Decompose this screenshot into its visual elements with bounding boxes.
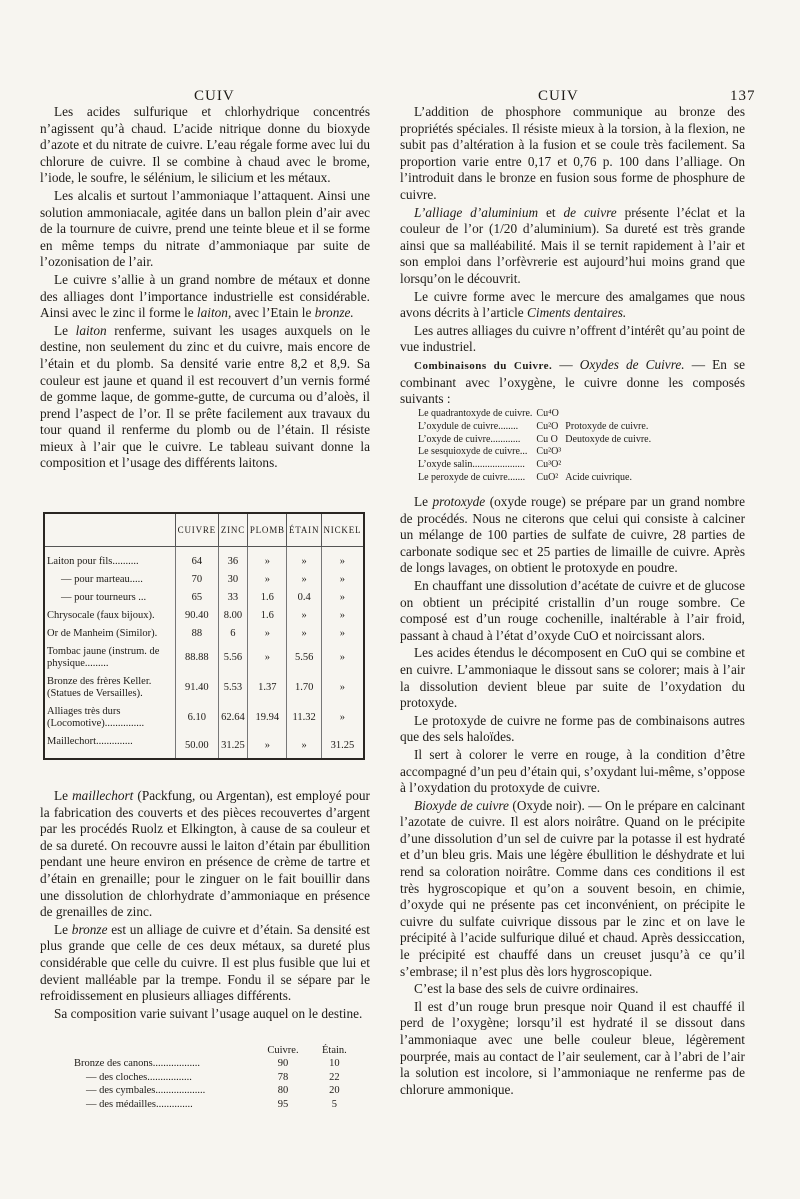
paragraph: Le cuivre forme avec le mercure des amalgames que nous avons décrits à l’article Ciments dentaires. bbox=[400, 288, 745, 321]
running-head-left: CUIV bbox=[194, 88, 235, 104]
table-row: Maillechort.............. 50.00 31.25 » » 31.25 bbox=[44, 733, 364, 759]
table-row: Chrysocale (faux bijoux). 90.40 8.00 1.6 » » bbox=[44, 607, 364, 625]
column-header: NICKEL bbox=[321, 513, 364, 547]
list-item: L’oxydule de cuivre........ Cu²O Protoxyde de cuivre. bbox=[418, 420, 649, 432]
table-row: — pour tourneurs ... 65 33 1.6 0.4 » bbox=[44, 589, 364, 607]
table-row: Alliages très durs (Locomotive)............... 6.10 62.64 19.94 11.32 » bbox=[44, 703, 364, 733]
paragraph: Le laiton renferme, suivant les usages auxquels on le destine, non seulement du zinc et du cuivre, mais encore de l’étain et du plomb. Sa densité varie entre 8,2 et 8,9. Sa couleur est jaune et quand il est recouvert d’un vernis formé de gomme laque, de gomme-gutte, de curcuma ou d’aloès, il prend l’aspect de l’or. Il se prête facilement aux travaux du tour quand il renferme du plomb ou de l’étain. Il résiste mieux à l’air que le cuivre. Le tableau suivant donne la composition et l’usage des différents laitons. bbox=[40, 322, 370, 471]
table-row: Bronze des frères Keller. (Statues de Versailles). 91.40 5.53 1.37 1.70 » bbox=[44, 673, 364, 703]
right-column-bottom bbox=[400, 494, 745, 1098]
column-header: PLOMB bbox=[248, 513, 287, 547]
column-header: ÉTAIN bbox=[287, 513, 321, 547]
paragraph: Bioxyde de cuivre (Oxyde noir). — On le prépare en calcinant l’azotate de cuivre. Il est alors noirâtre. Quand on le précipite d’une dissolution d’un sel de cuivre par la potasse il est hydraté et d’un bleu gris. Mais une légère ébullition le déshydrate et lui rend sa coloration noirâtre. Comme dans ces conditions il est très hygroscopique et qu’on a souvent besoin, en chimie, d’oxyde qui ne présente pas cet inconvénient, on précipite le cuivre du sulfate cuivrique dissous par le zinc et on lave le précipité à l’acide sulfurique dilué et chaud. Après dessiccation, le précipité est chauffé dans un creuset jusqu’à ce qu’il s’embrase; il n’est plus dès lors hygroscopique. bbox=[400, 797, 746, 979]
oxide-list bbox=[418, 408, 748, 485]
table-row: — pour marteau..... 70 30 » » » bbox=[44, 571, 364, 589]
paragraph: L’addition de phosphore communique au bronze des propriétés spéciales. Il résiste mieux à la torsion, à la flexion, ne subit pas d’altération à la fusion et se coule très facilement. Sa proportion varie entre 0,17 et 0,76 p. 100 dans l’alliage. On l’introduit dans le bronze en fusion sous forme de phosphure de cuivre. bbox=[400, 104, 745, 202]
paragraph: Le cuivre s’allie à un grand nombre de métaux et donne des alliages dont l’importance industrielle est considérable. Ainsi avec le zinc il forme le laiton, avec l’Etain le bronze. bbox=[40, 271, 370, 321]
right-column-top bbox=[400, 104, 745, 408]
paragraph: Le protoxyde de cuivre ne forme pas de combinaisons autres que des sels haloïdes. bbox=[400, 712, 745, 745]
paragraph: Les alcalis et surtout l’ammoniaque l’attaquent. Ainsi une solution ammoniacale, agitée dans un ballon plein d’air avec de la tournure de cuivre, prend une teinte bleue et il se forme en même temps du nitrate d’ammoniaque par suite de l’ozonisation de l’air. bbox=[40, 187, 370, 270]
table-row: Tombac jaune (instrum. de physique......... 88.88 5.56 » 5.56 » bbox=[44, 643, 364, 673]
table-header-row bbox=[44, 513, 364, 547]
paragraph: Sa composition varie suivant l’usage auquel on le destine. bbox=[54, 1005, 363, 1021]
paragraph: Le maillechort (Packfung, ou Argentan), est employé pour la fabrication des couverts et des pièces recouvertes d’argent par les procédés Ruolz et Elkington, à cause de sa couleur et de sa dureté. On recouvre aussi le laiton d’étain par ébullition pendant une heure environ en présence de crème de tartre et d’étain en grenaille; pour le zinguer on le fait bouillir dans une dissolution de chlorhydrate d’ammoniaque en présence de grenailles de zinc. bbox=[40, 788, 370, 920]
left-column-top bbox=[40, 104, 370, 472]
table-row: — des cloches................. 78 22 bbox=[86, 1071, 340, 1083]
table-row: Or de Manheim (Similor). 88 6 » » » bbox=[44, 625, 364, 643]
paragraph: Il sert à colorer le verre en rouge, à la condition d’être accompagné d’un peu d’étain qui, s’oxydant lui-même, s’oppose à l’oxydation du protoxyde de cuivre. bbox=[400, 746, 745, 796]
column-header: CUIVRE bbox=[176, 513, 219, 547]
paragraph: Les acides étendus le décomposent en CuO qui se combine et en cuivre. L’ammoniaque le dissout sans se colorer; mais à l’air la dissolution devient bleue par suite de l’oxydation du protoxyde. bbox=[400, 645, 745, 711]
paragraph: L’alliage d’aluminium et de cuivre présente l’éclat et la couleur de l’or (1/20 d’aluminium). Sa dureté est très grande ainsi que sa malléabilité. Mais il se ternit rapidement à l’air et son emploi dans l’orfèvrerie est aujourd’hui moins grand que lorsqu’on le découvrit. bbox=[400, 204, 745, 286]
paragraph: Les autres alliages du cuivre n’offrent d’intérêt qu’au point de vue industriel. bbox=[400, 322, 745, 355]
paragraph: Les acides sulfurique et chlorhydrique concentrés n’agissent qu’à chaud. L’acide nitrique donne du bioxyde d’azote et du nitrate de cuivre. L’eau régale forme avec lui du chlorure de cuivre. Il se combine à chaud avec le brome, l’iode, le soufre, le sélénium, le silicium et les métaux. bbox=[40, 104, 370, 186]
left-column-bottom bbox=[40, 788, 370, 1022]
list-item: Le quadrantoxyde de cuivre. Cu⁴O bbox=[418, 408, 559, 419]
table-row: — des cymbales................... 80 20 bbox=[86, 1085, 340, 1097]
page-number: 137 bbox=[730, 88, 756, 104]
table-row: Bronze des canons.................. 90 10 bbox=[74, 1058, 340, 1070]
paragraph: C’est la base des sels de cuivre ordinaires. bbox=[414, 981, 639, 997]
bronze-composition-table bbox=[74, 1044, 364, 1111]
running-head-center: CUIV bbox=[538, 88, 579, 104]
column-header: ZINC bbox=[218, 513, 248, 547]
alloy-composition-table bbox=[43, 512, 365, 760]
table-header-row: Cuivre. Étain. bbox=[267, 1045, 347, 1056]
list-item: Le sesquioxyde de cuivre... Cu²O³ bbox=[418, 446, 562, 458]
table-row: Laiton pour fils.......... 64 36 » » » bbox=[44, 547, 364, 572]
list-item: Le peroxyde de cuivre....... CuO² Acide cuivrique. bbox=[418, 471, 632, 483]
paragraph: En chauffant une dissolution d’acétate de cuivre et de glucose on obtient un précipité cristallin d’un rouge sombre. Ce composé est d’un rouge cochenille, inaltérable à l’air froid, passant à chaud à l’état d’oxyde CuO et noircissant alors. bbox=[400, 577, 745, 643]
paragraph: Le protoxyde (oxyde rouge) se prépare par un grand nombre de procédés. Nous ne citerons que celui qui consiste à calciner un mélange de 100 parties de sulfate de cuivre, 28 parties de carbonate sodique sec et 25 parties de limaille de cuivre. Après de longs lavages, on obtient le protoxyde en poudre. bbox=[400, 494, 745, 576]
table-row: — des médailles.............. 95 5 bbox=[86, 1098, 338, 1110]
list-item: L’oxyde de cuivre............ Cu O Deutoxyde de cuivre. bbox=[418, 433, 652, 445]
list-item: L’oxyde salin..................... Cu³O² bbox=[418, 459, 562, 471]
paragraph: Combinaisons du Cuivre. — Oxydes de Cuivre. — En se combinant avec l’oxygène, le cuivre donne les composés suivants : bbox=[400, 356, 745, 407]
paragraph: Il est d’un rouge brun presque noir Quand il est chauffé il perd de l’oxygène; lorsqu’il est hydraté il se dissout dans l’ammoniaque avec une belle couleur bleue, légèrement pourprée, mais au contact de l’air seulement, car à l’abri de l’air la solution est incolore, si l’ammoniaque ne renferme pas de chlorure ammonique. bbox=[400, 998, 745, 1097]
paragraph: Le bronze est un alliage de cuivre et d’étain. Sa densité est plus grande que celle de ces deux métaux, sa dureté plus considérable que celle du cuivre. Il est plus fusible que lui et devient malléable par la trempe. Fondu il se sépare par le refroidissement en plusieurs alliages différents. bbox=[40, 921, 370, 1004]
